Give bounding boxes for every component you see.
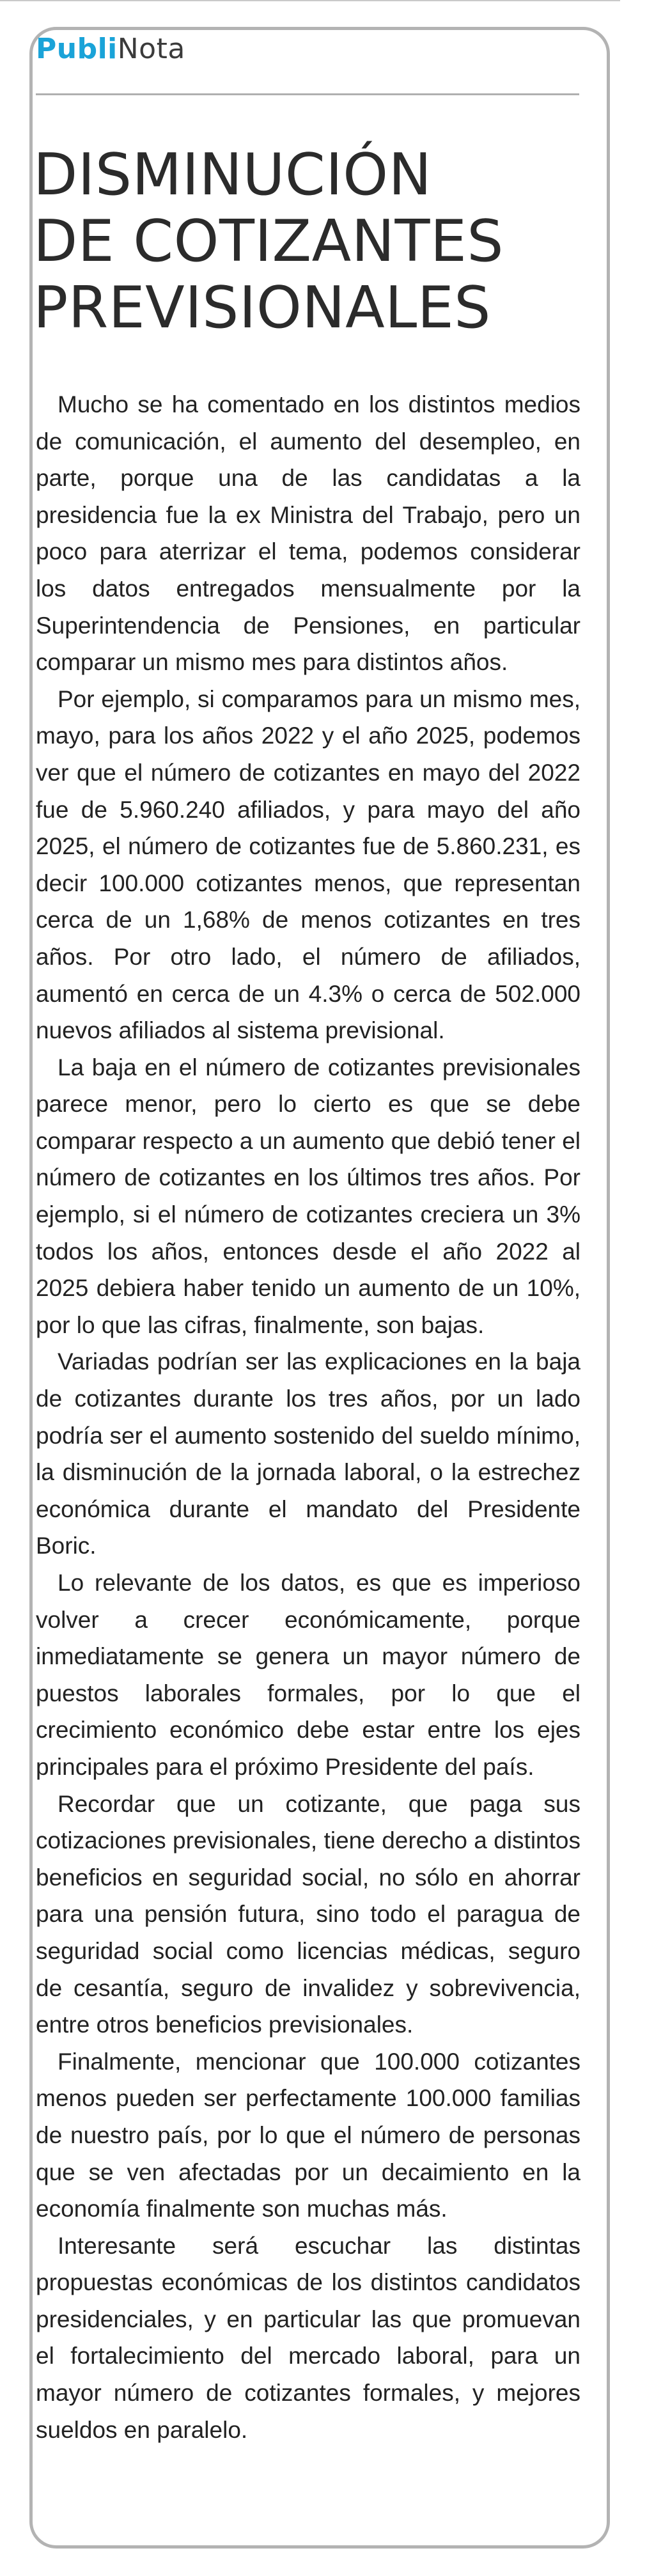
- brand-nota: Nota: [117, 33, 185, 65]
- paragraph-2: Por ejemplo, si comparamos para un mismo mes, mayo, para los años 2022 y el año 2025, podemos ver que el número de cotizantes en mayo del 2022 fue de 5.960.240 afiliados, y para mayo del año 2025, el número de cotizantes fue de 5.860.231, es decir 100.000 cotizantes menos, que representan cerca de un 1,68% de menos cotizantes en tres años. Por otro lado, el número de afiliados, aumentó en cerca de un 4.3% o cerca de 502.000 nuevos afiliados al sistema previsional.: [36, 685, 580, 1044]
- paragraph-7: Finalmente, mencionar que 100.000 cotizantes menos pueden ser perfectamente 100.000 familias de nuestro país, por lo que el número de personas que se ven afectadas por un decaimiento en la economía finalmente son muchas más.: [36, 2048, 580, 2222]
- headline-line-2: DE COTIZANTES: [33, 208, 504, 275]
- paragraph-5: Lo relevante de los datos, es que es imperioso volver a crecer económicamente, porque inmediatamente se genera un mayor número de puestos laborales formales, por lo que el crecimiento económico debe estar entre los ejes principales para el próximo Presidente del país.: [36, 1570, 580, 1780]
- paragraph-6: Recordar que un cotizante, que paga sus cotizaciones previsionales, tiene derecho a distintos beneficios en seguridad social, no sólo en ahorrar para una pensión futura, sino todo el paragua de seguridad social como licencias médicas, seguro de cesantía, seguro de invalidez y sobrevivencia, entre otros beneficios previsionales.: [36, 1790, 580, 2038]
- top-divider: [0, 0, 620, 1]
- article-body: [36, 386, 580, 2448]
- paragraph-1: Mucho se ha comentado en los distintos medios de comunicación, el aumento del desempleo, en parte, porque una de las candidatas a la presidencia fue la ex Ministra del Trabajo, pero un poco para aterrizar el tema, podemos considerar los datos entregados mensualmente por la Superintendencia de Pensiones, en particular comparar un mismo mes para distintos años.: [36, 391, 580, 676]
- headline-line-1: DISMINUCIÓN: [33, 141, 432, 208]
- article-headline: [33, 142, 583, 341]
- paragraph-8: Interesante será escuchar las distintas propuestas económicas de los distintos candidatos presidenciales, y en particular las que promuevan el fortalecimiento del mercado laboral, para un mayor número de cotizantes formales, y mejores sueldos en paralelo.: [36, 2232, 580, 2443]
- headline-line-3: PREVISIONALES: [33, 274, 491, 341]
- publinota-logo: [36, 27, 185, 72]
- paragraph-3: La baja en el número de cotizantes previsionales parece menor, pero lo cierto es que se debe comparar respecto a un aumento que debió tener el número de cotizantes en los últimos tres años. Por ejemplo, si el número de cotizantes creciera un 3% todos los años, entonces desde el año 2022 al 2025 debiera haber tenido un aumento de un 10%, por lo que las cifras, finalmente, son bajas.: [36, 1054, 580, 1338]
- brand-publi: Publi: [36, 33, 118, 65]
- header-divider: [36, 93, 579, 95]
- paragraph-4: Variadas podrían ser las explicaciones en la baja de cotizantes durante los tres años, por un lado podría ser el aumento sostenido del sueldo mínimo, la disminución de la jornada laboral, o la estrechez económica durante el mandato del Presidente Boric.: [36, 1348, 580, 1559]
